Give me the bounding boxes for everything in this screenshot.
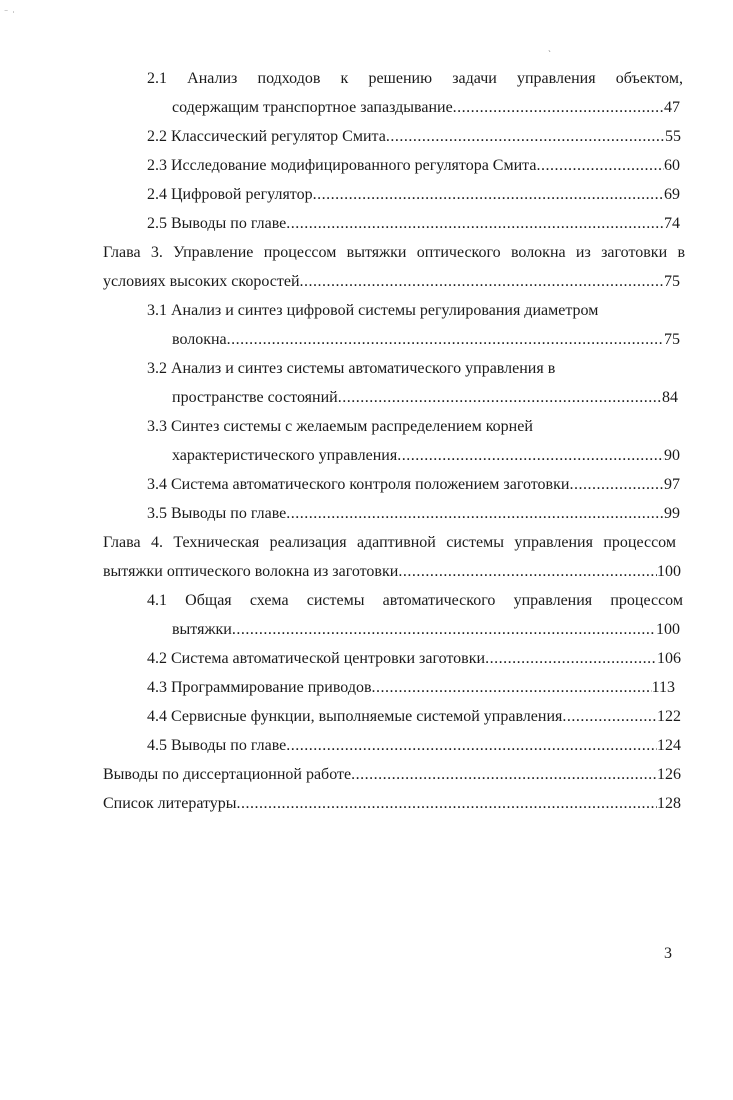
toc-entry-title: 4.4 Сервисные функции, выполняемые системой управления <box>147 708 563 725</box>
toc-page-number: 106 <box>657 650 681 667</box>
toc-conclusions[interactable] <box>103 762 681 788</box>
toc-page-number: 55 <box>665 128 681 145</box>
leader-dots <box>338 385 662 411</box>
toc-page-number: 74 <box>664 215 680 232</box>
toc-page-number: 84 <box>662 389 678 406</box>
toc-entry-3-3-line1: 3.3 Синтез системы с желаемым распределением корней <box>147 418 533 435</box>
toc-entry-2-2[interactable] <box>147 124 681 150</box>
leader-dots <box>286 501 664 527</box>
toc-entry-4-1-line1: 4.1 Общая схема системы автоматического управления процессом <box>147 592 683 609</box>
leader-dots <box>562 704 657 730</box>
scan-mark: ˎ <box>548 42 551 52</box>
toc-page-number: 69 <box>664 186 680 203</box>
leader-dots <box>232 617 656 643</box>
toc-entry-title: 4.3 Программирование приводов <box>147 679 372 696</box>
toc-page-number: 60 <box>664 157 680 174</box>
toc-references[interactable] <box>103 791 681 817</box>
toc-entry-title: характеристического управления <box>172 447 398 464</box>
toc-entry-3-4[interactable] <box>147 472 680 498</box>
toc-entry-2-1[interactable] <box>172 95 680 121</box>
toc-entry-title: 2.3 Исследование модифицированного регулятора Смита <box>147 157 537 174</box>
leader-dots <box>313 182 664 208</box>
toc-chapter-4-line1: Глава 4. Техническая реализация адаптивной системы управления процессом <box>103 534 676 551</box>
toc-entry-3-5[interactable] <box>147 501 680 527</box>
toc-entry-title: условиях высоких скоростей <box>103 273 300 290</box>
scan-artifact: ⁻ · <box>4 8 16 17</box>
toc-entry-2-1-line1: 2.1 Анализ подходов к решению задачи управления объектом, <box>147 70 683 87</box>
toc-page-number: 124 <box>657 737 681 754</box>
toc-entry-title: 3.5 Выводы по главе <box>147 505 287 522</box>
toc-entry-3-2-line1: 3.2 Анализ и синтез системы автоматического управления в <box>147 360 556 377</box>
leader-dots <box>286 733 657 759</box>
toc-entry-title: 3.4 Система автоматического контроля положением заготовки <box>147 476 570 493</box>
leader-dots <box>485 646 657 672</box>
toc-page-number: 128 <box>657 795 681 812</box>
toc-entry-3-1-line1: 3.1 Анализ и синтез цифровой системы регулирования диаметром <box>147 302 599 319</box>
leader-dots <box>397 443 664 469</box>
toc-entry-4-1[interactable] <box>172 617 680 643</box>
toc-entry-3-1[interactable] <box>172 327 680 353</box>
toc-entry-title: Выводы по диссертационной работе <box>103 766 352 783</box>
toc-entry-2-5[interactable] <box>147 211 680 237</box>
toc-page-number: 90 <box>664 447 680 464</box>
toc-entry-title: 4.5 Выводы по главе <box>147 737 287 754</box>
toc-page-number: 122 <box>657 708 681 725</box>
toc-entry-title: волокна <box>172 331 227 348</box>
toc-chapter-3[interactable] <box>103 269 680 295</box>
toc-page-number: 75 <box>664 273 680 290</box>
page-number: 3 <box>664 945 672 962</box>
toc-page-number: 100 <box>656 621 680 638</box>
toc-page-number: 113 <box>651 679 675 696</box>
leader-dots <box>372 675 652 701</box>
toc-page-number: 100 <box>657 563 681 580</box>
toc-entry-2-3[interactable] <box>147 153 680 179</box>
toc-entry-4-2[interactable] <box>147 646 681 672</box>
toc-chapter-4[interactable] <box>103 559 681 585</box>
toc-entry-title: 4.2 Система автоматической центровки заготовки <box>147 650 486 667</box>
toc-entry-title: вытяжки оптического волокна из заготовки <box>103 563 399 580</box>
leader-dots <box>569 472 664 498</box>
toc-entry-4-5[interactable] <box>147 733 681 759</box>
leader-dots <box>536 153 664 179</box>
toc-entry-4-3[interactable] <box>147 675 675 701</box>
toc-entry-title: вытяжки <box>172 621 232 638</box>
leader-dots <box>453 95 664 121</box>
toc-page-number: 75 <box>664 331 680 348</box>
leader-dots <box>237 791 657 817</box>
toc-page-number: 47 <box>664 99 680 116</box>
toc-entry-3-2[interactable] <box>172 385 678 411</box>
leader-dots <box>351 762 657 788</box>
toc-entry-title: пространстве состояний <box>172 389 338 406</box>
toc-page-number: 126 <box>657 766 681 783</box>
leader-dots <box>300 269 664 295</box>
toc-chapter-3-line1: Глава 3. Управление процессом вытяжки оптического волокна из заготовки в <box>103 244 685 261</box>
toc-entry-3-3[interactable] <box>172 443 680 469</box>
toc-entry-title: 2.4 Цифровой регулятор <box>147 186 313 203</box>
toc-entry-title: Список литературы <box>103 795 237 812</box>
toc-entry-title: 2.2 Классический регулятор Смита <box>147 128 386 145</box>
leader-dots <box>286 211 664 237</box>
toc-page-number: 97 <box>664 476 680 493</box>
toc-entry-4-4[interactable] <box>147 704 681 730</box>
leader-dots <box>386 124 665 150</box>
leader-dots <box>227 327 664 353</box>
leader-dots <box>398 559 657 585</box>
toc-entry-title: содержащим транспортное запаздывание <box>172 99 453 116</box>
toc-entry-2-4[interactable] <box>147 182 680 208</box>
toc-entry-title: 2.5 Выводы по главе <box>147 215 287 232</box>
toc-page-number: 99 <box>664 505 680 522</box>
